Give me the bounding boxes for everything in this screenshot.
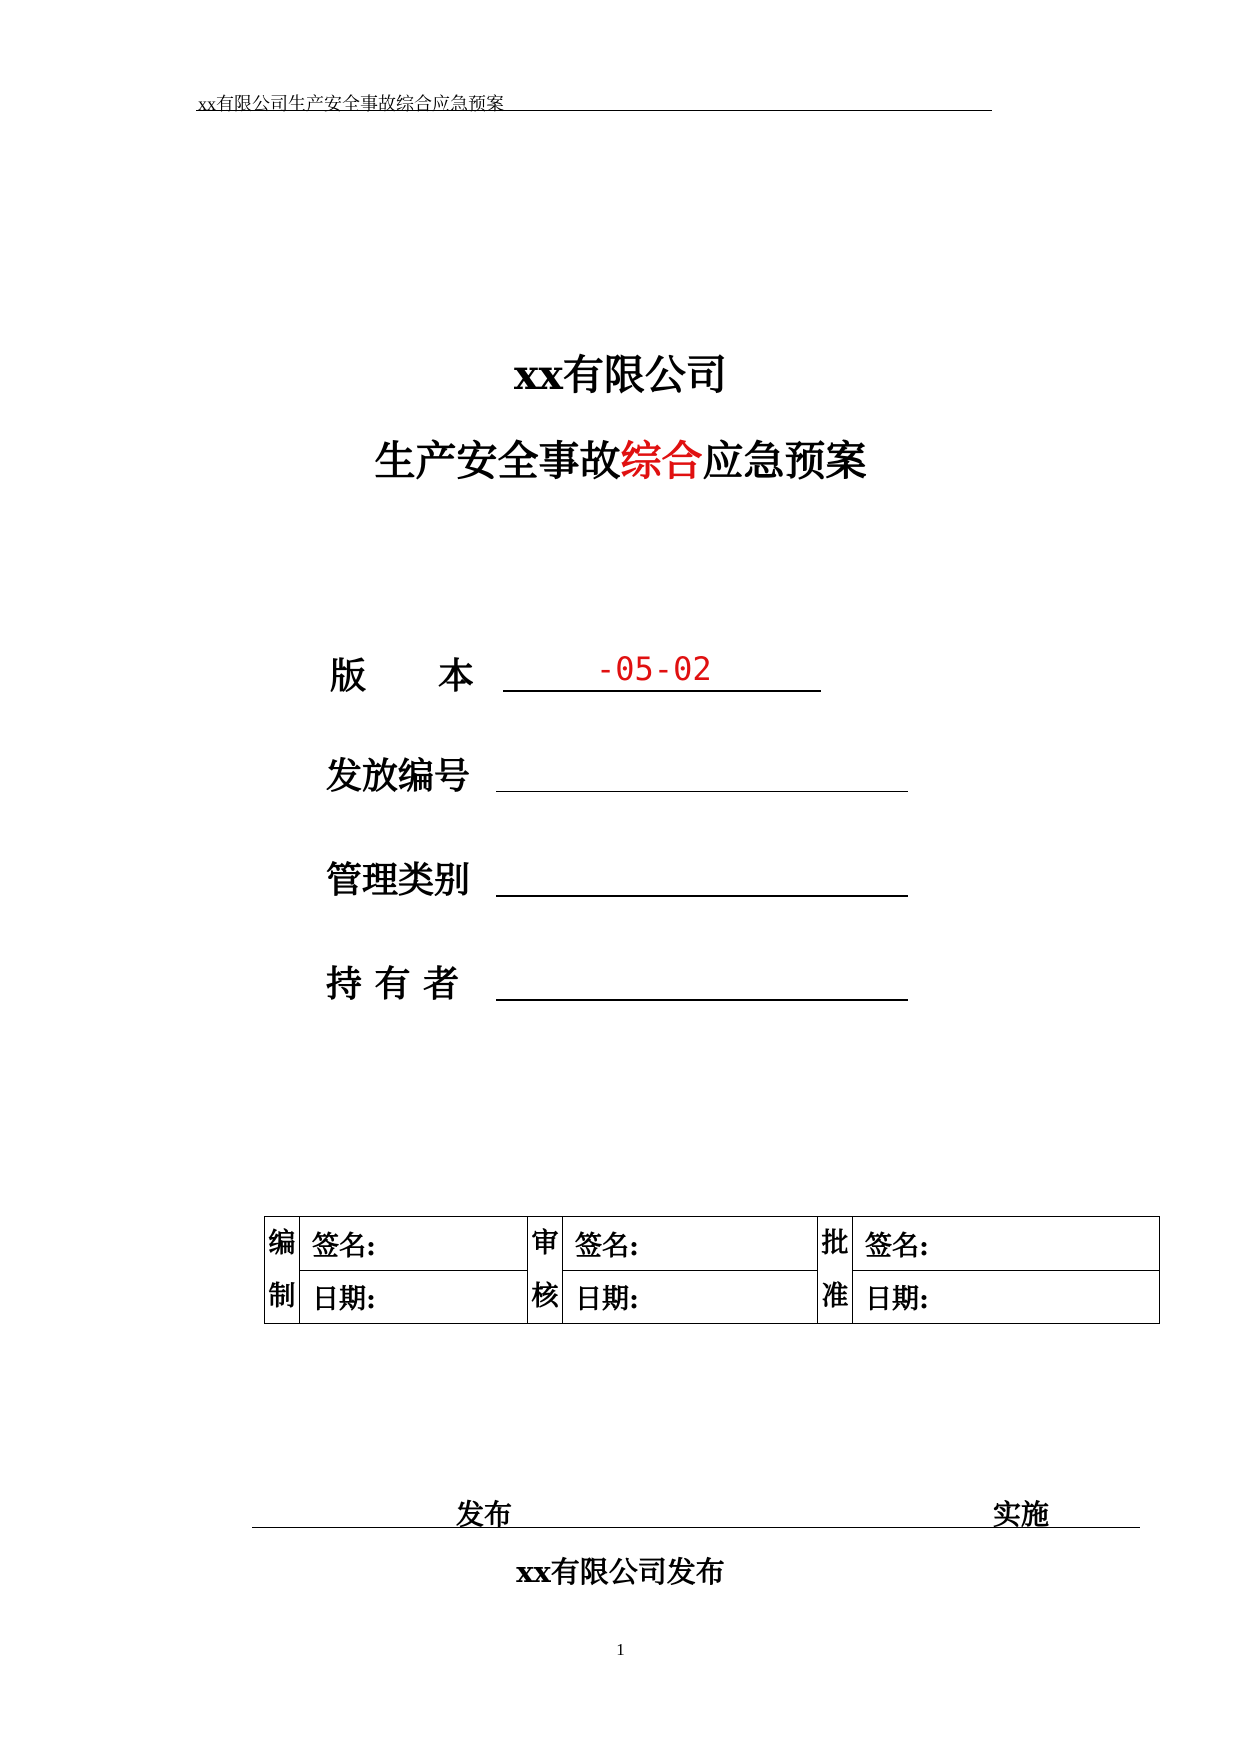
title-part-2: 应急预案 — [702, 437, 867, 485]
table-row — [265, 1270, 1160, 1324]
holder-underline — [496, 999, 908, 1001]
title-part-1: 生产安全事故 — [374, 437, 621, 485]
approval-table — [264, 1216, 1160, 1324]
category-underline — [496, 895, 908, 897]
holder-label: 持 有 者 — [326, 963, 460, 1005]
approve-date-cell: 日期: — [853, 1270, 1160, 1324]
compile-date-cell: 日期: — [300, 1270, 528, 1324]
company-title: xx有限公司 — [514, 351, 727, 399]
document-title — [0, 428, 1241, 487]
review-signature-cell: 签名: — [563, 1217, 818, 1271]
issue-number-label: 发放编号 — [326, 755, 471, 797]
review-role: 审 核 — [528, 1217, 563, 1324]
header-rule — [196, 110, 992, 111]
implement-label: 实施 — [993, 1498, 1050, 1531]
approve-role: 批 准 — [818, 1217, 853, 1324]
publisher-line: xx有限公司发布 — [516, 1555, 725, 1589]
table-row — [265, 1217, 1160, 1271]
publish-label: 发布 — [456, 1498, 513, 1531]
compile-role: 编 制 — [265, 1217, 300, 1324]
page-number: 1 — [616, 1640, 625, 1659]
review-date-cell: 日期: — [563, 1270, 818, 1324]
title-highlight: 综合 — [620, 437, 703, 485]
approve-signature-cell: 签名: — [853, 1217, 1160, 1271]
compile-signature-cell: 签名: — [300, 1217, 528, 1271]
version-underline — [503, 690, 821, 692]
category-label: 管理类别 — [326, 859, 471, 901]
publication-rule — [252, 1527, 1140, 1528]
version-value: -05-02 — [596, 650, 712, 688]
issue-number-underline — [496, 791, 908, 792]
version-label: 版 本 — [330, 655, 475, 697]
running-header: xx有限公司生产安全事故综合应急预案 — [198, 94, 504, 114]
